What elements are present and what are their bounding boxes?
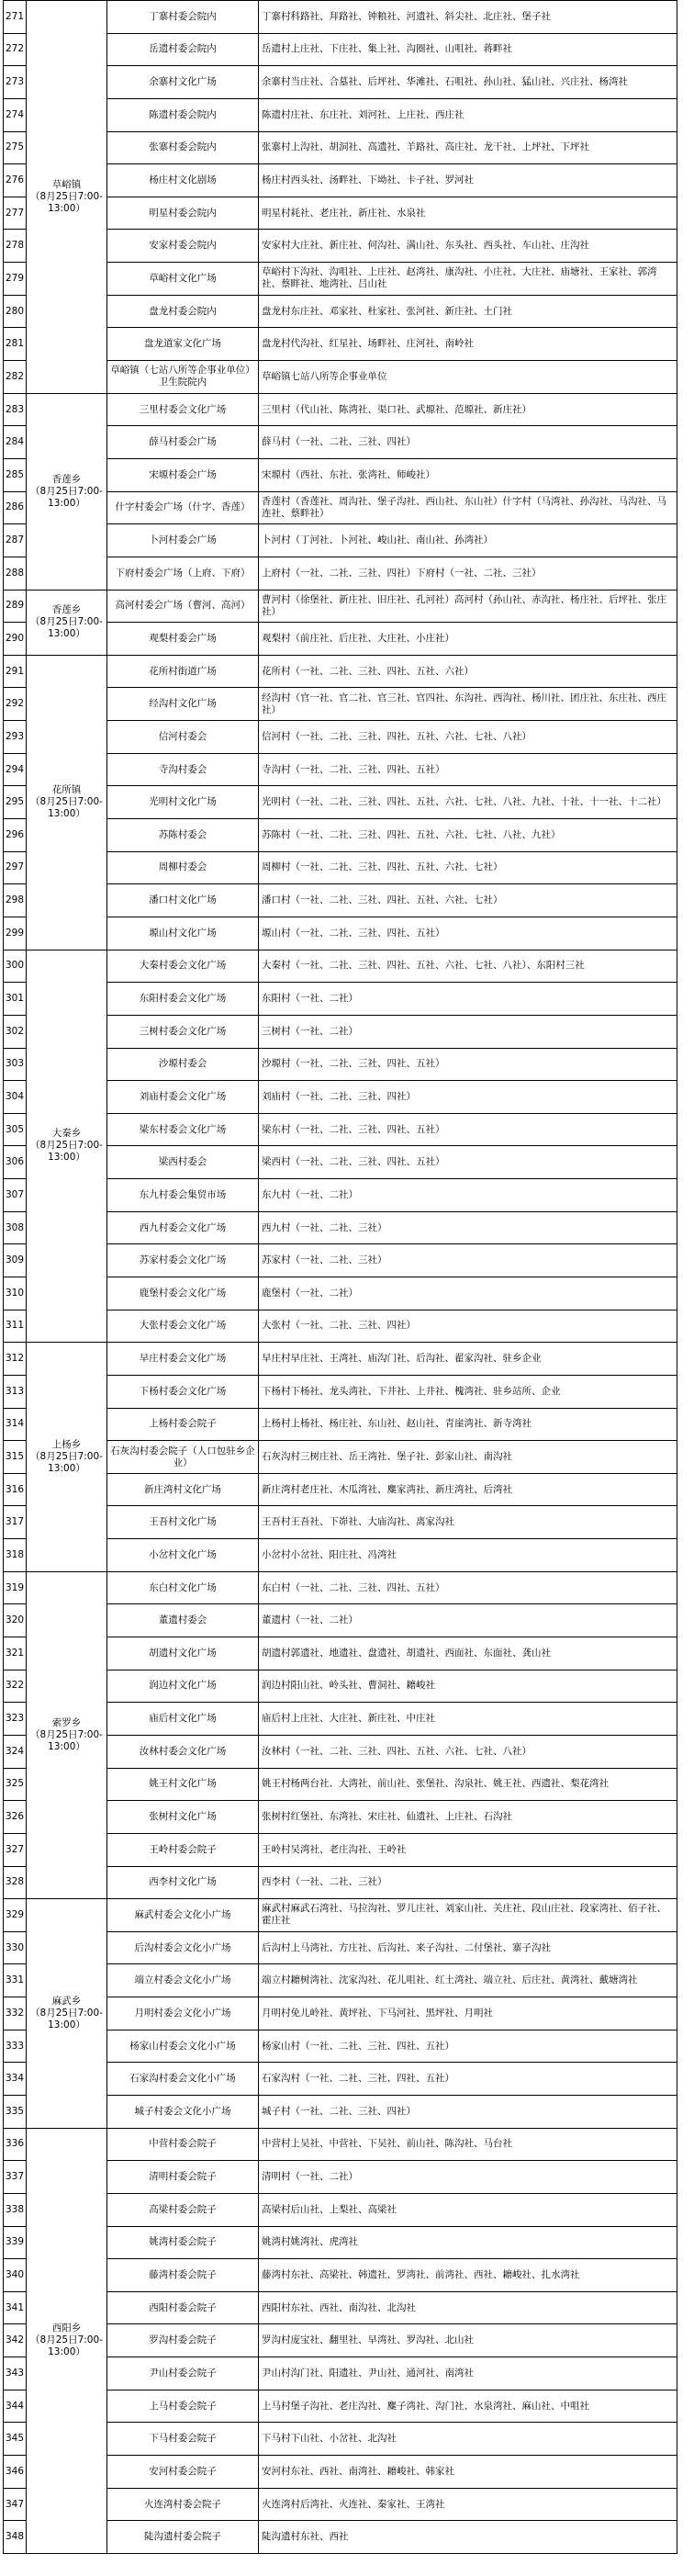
- area-cell: 余寨村当庄社、合墓社、后坪社、华滩社、石咀社、孙山社、猛山社、兴庄社、杨湾社: [259, 66, 677, 99]
- site-cell: 大秦村委会文化广场: [107, 950, 259, 983]
- site-cell: 东九村委会集贸市场: [107, 1179, 259, 1212]
- area-cell: 月明村免儿岭社、黄坪社、下马河社、黑坪社、月明社: [259, 1997, 677, 2030]
- row-number: 334: [4, 2063, 27, 2096]
- area-cell: 城子村（一社、二社、三社、四社）: [259, 2096, 677, 2129]
- area-cell: 苏家村（一社、二社、三社）: [259, 1244, 677, 1277]
- area-cell: 张寨村上沟社、胡洞社、高遗社、羊路社、高庄社、龙干社、上坪社、下坪社: [259, 131, 677, 164]
- row-number: 333: [4, 2030, 27, 2063]
- site-cell: 小岔村文化广场: [107, 1539, 259, 1572]
- site-cell: 三树村委会文化广场: [107, 1015, 259, 1048]
- row-number: 301: [4, 983, 27, 1016]
- area-cell: 王岭村吴湾社、老庄沟社、王岭社: [259, 1833, 677, 1866]
- site-cell: 塬山村文化广场: [107, 917, 259, 950]
- table-row: [4, 950, 677, 983]
- area-cell: 上马村堡子沟社、老庄沟社、麋子湾社、沟门社、水泉湾社、麻山社、中咀社: [259, 2390, 677, 2423]
- area-cell: 寺沟村（一社、二社、三社、四社、五社）: [259, 753, 677, 786]
- area-cell: 清明村（一社、二社）: [259, 2161, 677, 2194]
- site-cell: 藤湾村委会院子: [107, 2259, 259, 2292]
- area-cell: 大秦村（一社、二社、三社、四社、五社、六社、七社、八社）、东阳村三社: [259, 950, 677, 983]
- area-cell: 光明村（一社、二社、三社、四社、五社、六社、七社、八社、九社、十社、十一社、十二社）: [259, 786, 677, 819]
- row-number: 326: [4, 1801, 27, 1834]
- row-number: 282: [4, 361, 27, 394]
- area-cell: 塬山村（一社、二社、三社、四社、五社）: [259, 917, 677, 950]
- area-cell: 西阳村东社、西社、南沟社、北沟社: [259, 2291, 677, 2324]
- area-cell: 尹山村沟门社、阳遗社、尹山社、通河社、南湾社: [259, 2357, 677, 2390]
- site-cell: 梁西村委会: [107, 1146, 259, 1179]
- row-number: 274: [4, 98, 27, 131]
- row-number: 288: [4, 557, 27, 590]
- site-cell: 明星村委会院内: [107, 197, 259, 230]
- row-number: 335: [4, 2096, 27, 2129]
- row-number: 330: [4, 1931, 27, 1964]
- site-cell: 薛马村委会广场: [107, 426, 259, 459]
- site-cell: 上杨村委会院子: [107, 1408, 259, 1441]
- area-cell: 梁西村（一社、二社、三社、四社、五社）: [259, 1146, 677, 1179]
- row-number: 325: [4, 1768, 27, 1801]
- row-number: 346: [4, 2456, 27, 2489]
- area-cell: 安家村大庄社、新庄社、何沟社、满山社、东头社、西头社、车山社、庄沟社: [259, 230, 677, 263]
- site-cell: 苏陈村委会: [107, 819, 259, 852]
- site-cell: 城子村委会文化小广场: [107, 2096, 259, 2129]
- row-number: 286: [4, 491, 27, 524]
- site-cell: 尹山村委会院子: [107, 2357, 259, 2390]
- area-cell: 盘龙村代沟社、红星社、场畔社、庄河社、南岭社: [259, 328, 677, 361]
- area-cell: 明星村耗社、老庄社、新庄社、水泉社: [259, 197, 677, 230]
- town-name: 香莲乡: [51, 473, 82, 485]
- area-cell: 王吾村王吾社、下峁社、大庙沟社、离家沟社: [259, 1506, 677, 1539]
- table-row: [4, 590, 677, 623]
- area-cell: 藤湾村东社、高梁社、韩遗社、罗湾社、前湾社、西社、耱峻社、扎水湾社: [259, 2259, 677, 2292]
- area-cell: 端立村耱树湾社、沈家沟社、花儿咀社、红土湾社、端立社、后庄社、黄湾社、戴塘湾社: [259, 1964, 677, 1997]
- row-number: 310: [4, 1277, 27, 1310]
- area-cell: 周柳村（一社、二社、三社、四社、五社、六社、七社）: [259, 851, 677, 884]
- area-cell: 杨庄村西头社、汤畔社、下坳社、卡子社、罗河社: [259, 164, 677, 197]
- site-cell: 早庄村委会文化广场: [107, 1343, 259, 1376]
- site-cell: 信河村委会: [107, 721, 259, 754]
- site-cell: 石灰沟村委会院子（人口包驻乡企业）: [107, 1441, 259, 1474]
- area-cell: 张树村红堡社、东湾社、宋庄社、仙遗社、上庄社、石沟社: [259, 1801, 677, 1834]
- site-cell: 后沟村委会文化小广场: [107, 1931, 259, 1964]
- row-number: 300: [4, 950, 27, 983]
- town-cell: [27, 393, 107, 590]
- town-cell: [27, 1571, 107, 1898]
- site-cell: 光明村文化广场: [107, 786, 259, 819]
- row-number: 345: [4, 2423, 27, 2456]
- row-number: 299: [4, 917, 27, 950]
- area-cell: 盘龙村东庄社、邓家社、杜家社、张河社、新庄社、土门社: [259, 295, 677, 328]
- town-name: 上杨乡: [51, 1439, 82, 1450]
- row-number: 279: [4, 263, 27, 296]
- row-number: 314: [4, 1408, 27, 1441]
- town-date: （8月25日7:00-13:00）: [30, 616, 103, 640]
- area-cell: 东白村（一社、二社、三社、四社、五社）: [259, 1571, 677, 1604]
- site-cell: 王吾村文化广场: [107, 1506, 259, 1539]
- area-cell: 中营村上吴社、中营社、下吴社、前山社、陈沟社、马台社: [259, 2128, 677, 2161]
- row-number: 305: [4, 1113, 27, 1146]
- site-cell: 汝林村委会文化广场: [107, 1735, 259, 1768]
- row-number: 322: [4, 1670, 27, 1703]
- row-number: 320: [4, 1604, 27, 1637]
- site-cell: 上马村委会院子: [107, 2390, 259, 2423]
- town-cell: [27, 1, 107, 394]
- row-number: 272: [4, 33, 27, 66]
- row-number: 298: [4, 884, 27, 917]
- town-name: 大秦乡: [51, 1128, 82, 1140]
- site-cell: 中营村委会院子: [107, 2128, 259, 2161]
- site-cell: 安河村委会院子: [107, 2456, 259, 2489]
- site-cell: 东阳村委会文化广场: [107, 983, 259, 1016]
- table-row: [4, 1, 677, 34]
- site-cell: 盘龙道家文化广场: [107, 328, 259, 361]
- site-cell: 余寨村文化广场: [107, 66, 259, 99]
- site-cell: 花所村街道广场: [107, 655, 259, 688]
- table-row: [4, 393, 677, 426]
- row-number: 329: [4, 1899, 27, 1932]
- row-number: 290: [4, 623, 27, 656]
- site-cell: 观梨村委会广场: [107, 623, 259, 656]
- town-date: （8月25日7:00-13:00）: [30, 1451, 103, 1474]
- row-number: 302: [4, 1015, 27, 1048]
- area-cell: 花所村（一社、二社、三社、四社、五社、六社）: [259, 655, 677, 688]
- row-number: 303: [4, 1048, 27, 1081]
- area-cell: 早庄村早庄社、王湾社、庙沟门社、后沟社、翟家沟社、驻乡企业: [259, 1343, 677, 1376]
- row-number: 344: [4, 2390, 27, 2423]
- site-cell: 刘庙村委会文化广场: [107, 1081, 259, 1114]
- area-cell: 信河村（一社、二社、三社、四社、五社、六社、七社、八社）: [259, 721, 677, 754]
- town-date: （8月25日7:00-13:00）: [30, 2334, 103, 2358]
- row-number: 328: [4, 1866, 27, 1899]
- site-cell: 什字村委会广场（什字、香莲）: [107, 491, 259, 524]
- area-cell: 上府村（一社、二社、三社、四社）下府村（一社、二社、三社）: [259, 557, 677, 590]
- row-number: 284: [4, 426, 27, 459]
- area-cell: 火连湾村后湾社、火连社、秦家社、王湾社: [259, 2488, 677, 2521]
- area-cell: 姚王村杨两台社、大湾社、前山社、张堡社、沟泉社、姚王社、西遗社、梨花湾社: [259, 1768, 677, 1801]
- row-number: 283: [4, 393, 27, 426]
- area-cell: 小岔村小岔社、阳庄社、冯湾社: [259, 1539, 677, 1572]
- area-cell: 梁东村（一社、二社、三社、四社、五社）: [259, 1113, 677, 1146]
- site-cell: 周柳村委会: [107, 851, 259, 884]
- site-cell: 草峪镇（七站八所等企事业单位）卫生院院内: [107, 361, 259, 394]
- row-number: 281: [4, 328, 27, 361]
- area-cell: 安河村东社、西社、南湾社、耱峻社、韩家社: [259, 2456, 677, 2489]
- row-number: 313: [4, 1375, 27, 1408]
- row-number: 285: [4, 458, 27, 491]
- table-row: [4, 1899, 677, 1932]
- town-name: 麻武乡: [51, 1995, 82, 2007]
- site-cell: 安家村委会院内: [107, 230, 259, 263]
- row-number: 287: [4, 524, 27, 557]
- area-cell: 沙塬村（一社、二社、三社、四社、五社）: [259, 1048, 677, 1081]
- site-cell: 庙后村文化广场: [107, 1703, 259, 1736]
- row-number: 318: [4, 1539, 27, 1572]
- row-number: 309: [4, 1244, 27, 1277]
- row-number: 332: [4, 1997, 27, 2030]
- area-cell: 庙后村上庄社、大庄社、新庄社、中庄社: [259, 1703, 677, 1736]
- site-cell: 杨庄村文化剧场: [107, 164, 259, 197]
- town-cell: [27, 2128, 107, 2553]
- row-number: 273: [4, 66, 27, 99]
- area-cell: 新庄湾村老庄社、木瓜湾社、麋家湾社、新庄湾社、后湾社: [259, 1473, 677, 1506]
- town-cell: [27, 655, 107, 950]
- site-cell: 盘龙村委会院内: [107, 295, 259, 328]
- town-date: （8月25日7:00-13:00）: [30, 1728, 103, 1752]
- area-cell: 宋塬村（西社、东社、张湾社、师峻社）: [259, 458, 677, 491]
- row-number: 294: [4, 753, 27, 786]
- area-cell: 三里村（代山社、陈湾社、渠口社、武塬社、范塬社、新庄社）: [259, 393, 677, 426]
- row-number: 307: [4, 1179, 27, 1212]
- row-number: 347: [4, 2488, 27, 2521]
- town-name: 索罗乡: [51, 1716, 82, 1728]
- row-number: 327: [4, 1833, 27, 1866]
- row-number: 312: [4, 1343, 27, 1376]
- area-cell: 陡沟遗村东社、西社: [259, 2521, 677, 2554]
- site-cell: 高河村委会广场（曹河、高河）: [107, 590, 259, 623]
- site-cell: 苏家村委会文化广场: [107, 1244, 259, 1277]
- site-cell: 陡沟遗村委会院子: [107, 2521, 259, 2554]
- area-cell: 后沟村上马湾社、方庄社、后沟社、来子沟社、二付堡社、寨子沟社: [259, 1931, 677, 1964]
- site-cell: 杨家山村委会文化小广场: [107, 2030, 259, 2063]
- area-cell: 刘庙村（一社、二社、三社、四社）: [259, 1081, 677, 1114]
- row-number: 337: [4, 2161, 27, 2194]
- row-number: 340: [4, 2259, 27, 2292]
- site-cell: 岳遗村委会院内: [107, 33, 259, 66]
- row-number: 323: [4, 1703, 27, 1736]
- row-number: 296: [4, 819, 27, 852]
- row-number: 316: [4, 1473, 27, 1506]
- area-cell: 东阳村（一社、二社）: [259, 983, 677, 1016]
- site-cell: 端立村委会文化小广场: [107, 1964, 259, 1997]
- site-cell: 西李村文化广场: [107, 1866, 259, 1899]
- area-cell: 潘口村（一社、二社、三社、四社、五社、六社、七社）: [259, 884, 677, 917]
- town-name: 香莲乡: [51, 604, 82, 616]
- row-number: 338: [4, 2193, 27, 2226]
- site-cell: 陈遗村委会院内: [107, 98, 259, 131]
- site-cell: 寺沟村委会: [107, 753, 259, 786]
- table-row: [4, 1571, 677, 1604]
- row-number: 343: [4, 2357, 27, 2390]
- area-cell: 三树村（一社、二社）: [259, 1015, 677, 1048]
- town-name: 草峪镇: [51, 178, 82, 190]
- row-number: 348: [4, 2521, 27, 2554]
- row-number: 341: [4, 2291, 27, 2324]
- area-cell: 香莲村（香莲社、周沟社、堡子沟社、西山社、东山社）什字村（马湾社、孙沟社、马沟社、马连社、蔡畔社）: [259, 491, 677, 524]
- area-cell: 卜河村（丁河社、卜河社、峻山社、南山社、孙湾社）: [259, 524, 677, 557]
- site-cell: 石家沟村委会文化小广场: [107, 2063, 259, 2096]
- site-cell: 卜河村委会广场: [107, 524, 259, 557]
- area-cell: 上杨村上杨社、杨庄社、东山社、赵山社、青崖湾社、新寺湾社: [259, 1408, 677, 1441]
- town-date: （8月25日7:00-13:00）: [30, 485, 103, 509]
- site-cell: 西九村委会文化广场: [107, 1211, 259, 1244]
- site-cell: 高梁村委会院子: [107, 2193, 259, 2226]
- area-cell: 石家沟村（一社、二社、三社、四社、五社）: [259, 2063, 677, 2096]
- table-row: [4, 655, 677, 688]
- site-cell: 东白村文化广场: [107, 1571, 259, 1604]
- area-cell: 董遗村（一社、二社）: [259, 1604, 677, 1637]
- row-number: 271: [4, 1, 27, 34]
- area-cell: 薛马村（一社、二社、三社、四社）: [259, 426, 677, 459]
- row-number: 336: [4, 2128, 27, 2161]
- area-cell: 胡遗村郭遗社、地遗社、盘遗社、胡遗社、西面社、东面社、龚山社: [259, 1637, 677, 1670]
- site-cell: 下府村委会广场（上府、下府）: [107, 557, 259, 590]
- row-number: 339: [4, 2226, 27, 2259]
- site-cell: 王岭村委会院子: [107, 1833, 259, 1866]
- site-cell: 草峪村文化广场: [107, 263, 259, 296]
- area-cell: 曹河村（徐堡社、新庄社、旧庄社、孔河社）高河村（孙山社、赤沟社、杨庄社、后坪社、张庄社）: [259, 590, 677, 623]
- area-cell: 润边村阳山社、岭头社、曹洞社、耱峻社: [259, 1670, 677, 1703]
- site-cell: 清明村委会院子: [107, 2161, 259, 2194]
- row-number: 293: [4, 721, 27, 754]
- town-date: （8月25日7:00-13:00）: [30, 190, 103, 214]
- site-cell: 下杨村委会文化广场: [107, 1375, 259, 1408]
- area-cell: 陈遗村庄社、东庄社、刘河社、上庄社、西庄社: [259, 98, 677, 131]
- area-cell: 岳遗村上庄社、下庄社、集上社、沟圈社、山咀社、蒋畔社: [259, 33, 677, 66]
- site-cell: 麻武村委会文化小广场: [107, 1899, 259, 1932]
- town-date: （8月25日7:00-13:00）: [30, 2007, 103, 2030]
- site-cell: 下马村委会院子: [107, 2423, 259, 2456]
- area-cell: 大张村（一社、二社、三社、四社）: [259, 1310, 677, 1343]
- area-cell: 草峪镇七站八所等企事业单位: [259, 361, 677, 394]
- row-number: 277: [4, 197, 27, 230]
- row-number: 304: [4, 1081, 27, 1114]
- row-number: 295: [4, 786, 27, 819]
- row-number: 275: [4, 131, 27, 164]
- table-row: [4, 1343, 677, 1376]
- area-cell: 姚湾村姚湾社、虎湾社: [259, 2226, 677, 2259]
- area-cell: 西李村（一社、二社、三社）: [259, 1866, 677, 1899]
- row-number: 331: [4, 1964, 27, 1997]
- distribution-table: [3, 0, 677, 2554]
- site-cell: 西阳村委会院子: [107, 2291, 259, 2324]
- row-number: 319: [4, 1571, 27, 1604]
- area-cell: 鹿堡村（一社、二社）: [259, 1277, 677, 1310]
- row-number: 324: [4, 1735, 27, 1768]
- site-cell: 三里村委会文化广场: [107, 393, 259, 426]
- row-number: 289: [4, 590, 27, 623]
- area-cell: 丁寨村科路社、拜路社、钟粮社、河遗社、斜尖社、北庄社、堡子社: [259, 1, 677, 34]
- town-cell: [27, 1343, 107, 1571]
- row-number: 292: [4, 688, 27, 721]
- town-cell: [27, 1899, 107, 2128]
- site-cell: 鹿堡村委会文化广场: [107, 1277, 259, 1310]
- area-cell: 下马村下山社、小岔社、北沟社: [259, 2423, 677, 2456]
- town-name: 西阳乡: [51, 2323, 82, 2334]
- row-number: 321: [4, 1637, 27, 1670]
- row-number: 297: [4, 851, 27, 884]
- row-number: 311: [4, 1310, 27, 1343]
- area-cell: 草峪村下沟社、沟咀社、上庄社、赵湾社、康沟社、小庄社、大庄社、庙塘社、王家社、郭湾社、蔡畔社、地湾社、吕山社: [259, 263, 677, 296]
- row-number: 306: [4, 1146, 27, 1179]
- site-cell: 宋塬村委会广场: [107, 458, 259, 491]
- area-cell: 西九村（一社、二社、三社）: [259, 1211, 677, 1244]
- row-number: 342: [4, 2324, 27, 2357]
- site-cell: 经沟村文化广场: [107, 688, 259, 721]
- site-cell: 胡遗村文化广场: [107, 1637, 259, 1670]
- area-cell: 高梁村后山社、上梨社、高梁社: [259, 2193, 677, 2226]
- area-cell: 东九村（一社、二社）: [259, 1179, 677, 1212]
- site-cell: 新庄湾村文化广场: [107, 1473, 259, 1506]
- table-row: [4, 2128, 677, 2161]
- site-cell: 姚王村文化广场: [107, 1768, 259, 1801]
- site-cell: 罗沟村委会院子: [107, 2324, 259, 2357]
- row-number: 291: [4, 655, 27, 688]
- area-cell: 罗沟村庞宝社、翻里社、早湾社、罗沟社、北山社: [259, 2324, 677, 2357]
- town-cell: [27, 590, 107, 655]
- site-cell: 丁寨村委会院内: [107, 1, 259, 34]
- row-number: 317: [4, 1506, 27, 1539]
- town-name: 花所镇: [51, 784, 82, 796]
- town-cell: [27, 950, 107, 1343]
- site-cell: 潘口村文化广场: [107, 884, 259, 917]
- area-cell: 石灰沟村三树庄社、岳王湾社、堡子社、彭家山社、南沟社: [259, 1441, 677, 1474]
- site-cell: 月明村委会文化小广场: [107, 1997, 259, 2030]
- site-cell: 姚湾村委会院子: [107, 2226, 259, 2259]
- town-date: （8月25日7:00-13:00）: [30, 796, 103, 820]
- area-cell: 杨家山村（一社、二社、三社、四社、五社）: [259, 2030, 677, 2063]
- site-cell: 火连湾村委会院子: [107, 2488, 259, 2521]
- row-number: 278: [4, 230, 27, 263]
- row-number: 315: [4, 1441, 27, 1474]
- row-number: 276: [4, 164, 27, 197]
- site-cell: 张树村文化广场: [107, 1801, 259, 1834]
- area-cell: 汝林村（一社、二社、三社、四社、五社、六社、七社、八社）: [259, 1735, 677, 1768]
- area-cell: 麻武村麻武石湾社、马拉沟社、罗儿庄社、刘家山社、关庄社、段山庄社、段家湾社、佰子社、霍庄社: [259, 1899, 677, 1932]
- site-cell: 张寨村委会院内: [107, 131, 259, 164]
- site-cell: 梁东村委会文化广场: [107, 1113, 259, 1146]
- area-cell: 观梨村（前庄社、后庄社、大庄社、小庄社）: [259, 623, 677, 656]
- site-cell: 大张村委会文化广场: [107, 1310, 259, 1343]
- site-cell: 董遗村委会: [107, 1604, 259, 1637]
- area-cell: 苏陈村（一社、二社、三社、四社、五社、六社、七社、八社、九社）: [259, 819, 677, 852]
- site-cell: 润边村文化广场: [107, 1670, 259, 1703]
- area-cell: 经沟村（官一社、官二社、官三社、官四社、东沟社、西沟社、杨川社、团庄社、东庄社、西庄社）: [259, 688, 677, 721]
- town-date: （8月25日7:00-13:00）: [30, 1140, 103, 1164]
- row-number: 308: [4, 1211, 27, 1244]
- row-number: 280: [4, 295, 27, 328]
- area-cell: 下杨村下杨社、龙头湾社、下井社、上井社、槐湾社、驻乡站所、企业: [259, 1375, 677, 1408]
- site-cell: 沙塬村委会: [107, 1048, 259, 1081]
